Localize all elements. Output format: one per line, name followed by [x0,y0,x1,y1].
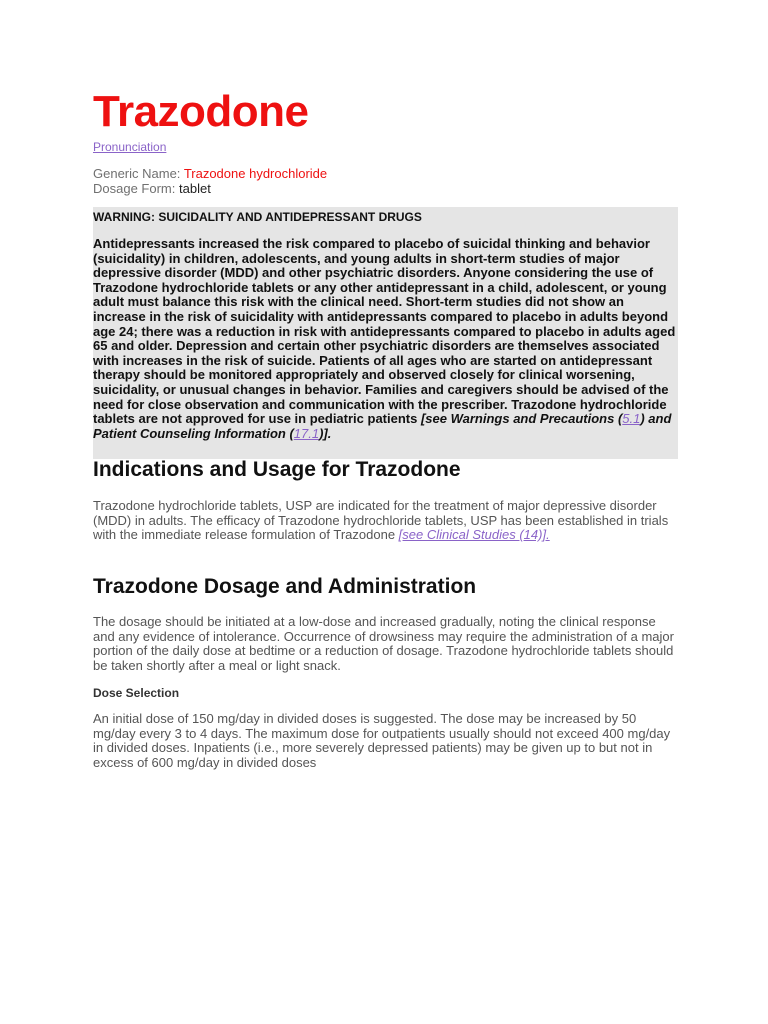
warning-title: WARNING: SUICIDALITY AND ANTIDEPRESSANT DRUGS [93,210,422,224]
warning-ref-close: )]. [319,425,332,441]
warning-ref-link-5-1[interactable]: 5.1 [622,411,641,427]
warning-body [93,237,678,441]
warning-ref-link-17-1[interactable]: 17.1 [293,425,320,441]
indications-heading: Indications and Usage for Trazodone [93,458,461,481]
generic-name-row [93,166,327,181]
clinical-studies-link[interactable]: [see Clinical Studies (14)]. [398,527,550,543]
generic-name-value: Trazodone hydrochloride [183,166,328,181]
dose-selection-paragraph: An initial dose of 150 mg/day in divided doses is suggested. The dose may be increased by 50 mg/day every 3 to 4 days. The maximum dose for outpatients usually should not exceed 400 mg/day in divided doses. Inpatients (i.e., more severely depressed patients) may be given up to but not in excess of 600 mg/day in divided doses [93,711,671,771]
dosage-paragraph: The dosage should be initiated at a low-dose and increased gradually, noting the clinical response and any evidence of intolerance. Occurrence of drowsiness may require the administration of a major portion of the daily dose at bedtime or a reduction of dosage. Trazodone hydrochloride tablets should be taken shortly after a meal or light snack. [93,614,674,674]
warning-ref-open: [see Warnings and Precautions ( [420,411,623,427]
warning-ref-mid: ) and Patient Counseling Information ( [93,411,672,441]
dosage-form-row [93,181,211,196]
dosage-form-label: Dosage Form: [93,181,176,196]
dosage-heading: Trazodone Dosage and Administration [93,575,477,598]
indications-text: Trazodone hydrochloride tablets, USP are indicated for the treatment of major depressive disorder (MDD) in adults. The efficacy of Trazodone hydrochloride tablets, USP has been established in trials with the immediate release formulation of Trazodone [93,498,669,543]
dose-selection-heading: Dose Selection [93,686,180,700]
boxed-warning [93,207,678,459]
dosage-form-value: tablet [179,181,211,196]
pronunciation-link[interactable]: Pronunciation [93,140,167,154]
generic-name-label: Generic Name: [93,166,181,181]
indications-paragraph [93,499,678,543]
warning-text: Antidepressants increased the risk compared to placebo of suicidal thinking and behavior (suicidality) in children, adolescents, and young adults in short-term studies of major depressive disorder (MDD) and other psychiatric disorders. Anyone considering the use of Trazodone hydrochloride tablets or any other antidepressant in a child, adolescent, or young adult must balance this risk with the clinical need. Short-term studies did not show an increase in the risk of suicidality with antidepressants compared to placebo in adults beyond age 24; there was a reduction in risk with antidepressants compared to placebo in adults aged 65 and older. Depression and certain other psychiatric disorders are themselves associated with increases in the risk of suicide. Patients of all ages who are started on antidepressant therapy should be monitored appropriately and observed closely for clinical worsening, suicidality, or unusual changes in behavior. Families and caregivers should be advised of the need for close observation and communication with the prescriber. Trazodone hydrochloride tablets are not approved for use in pediatric patients [93,236,676,427]
page-title: Trazodone [93,87,309,136]
